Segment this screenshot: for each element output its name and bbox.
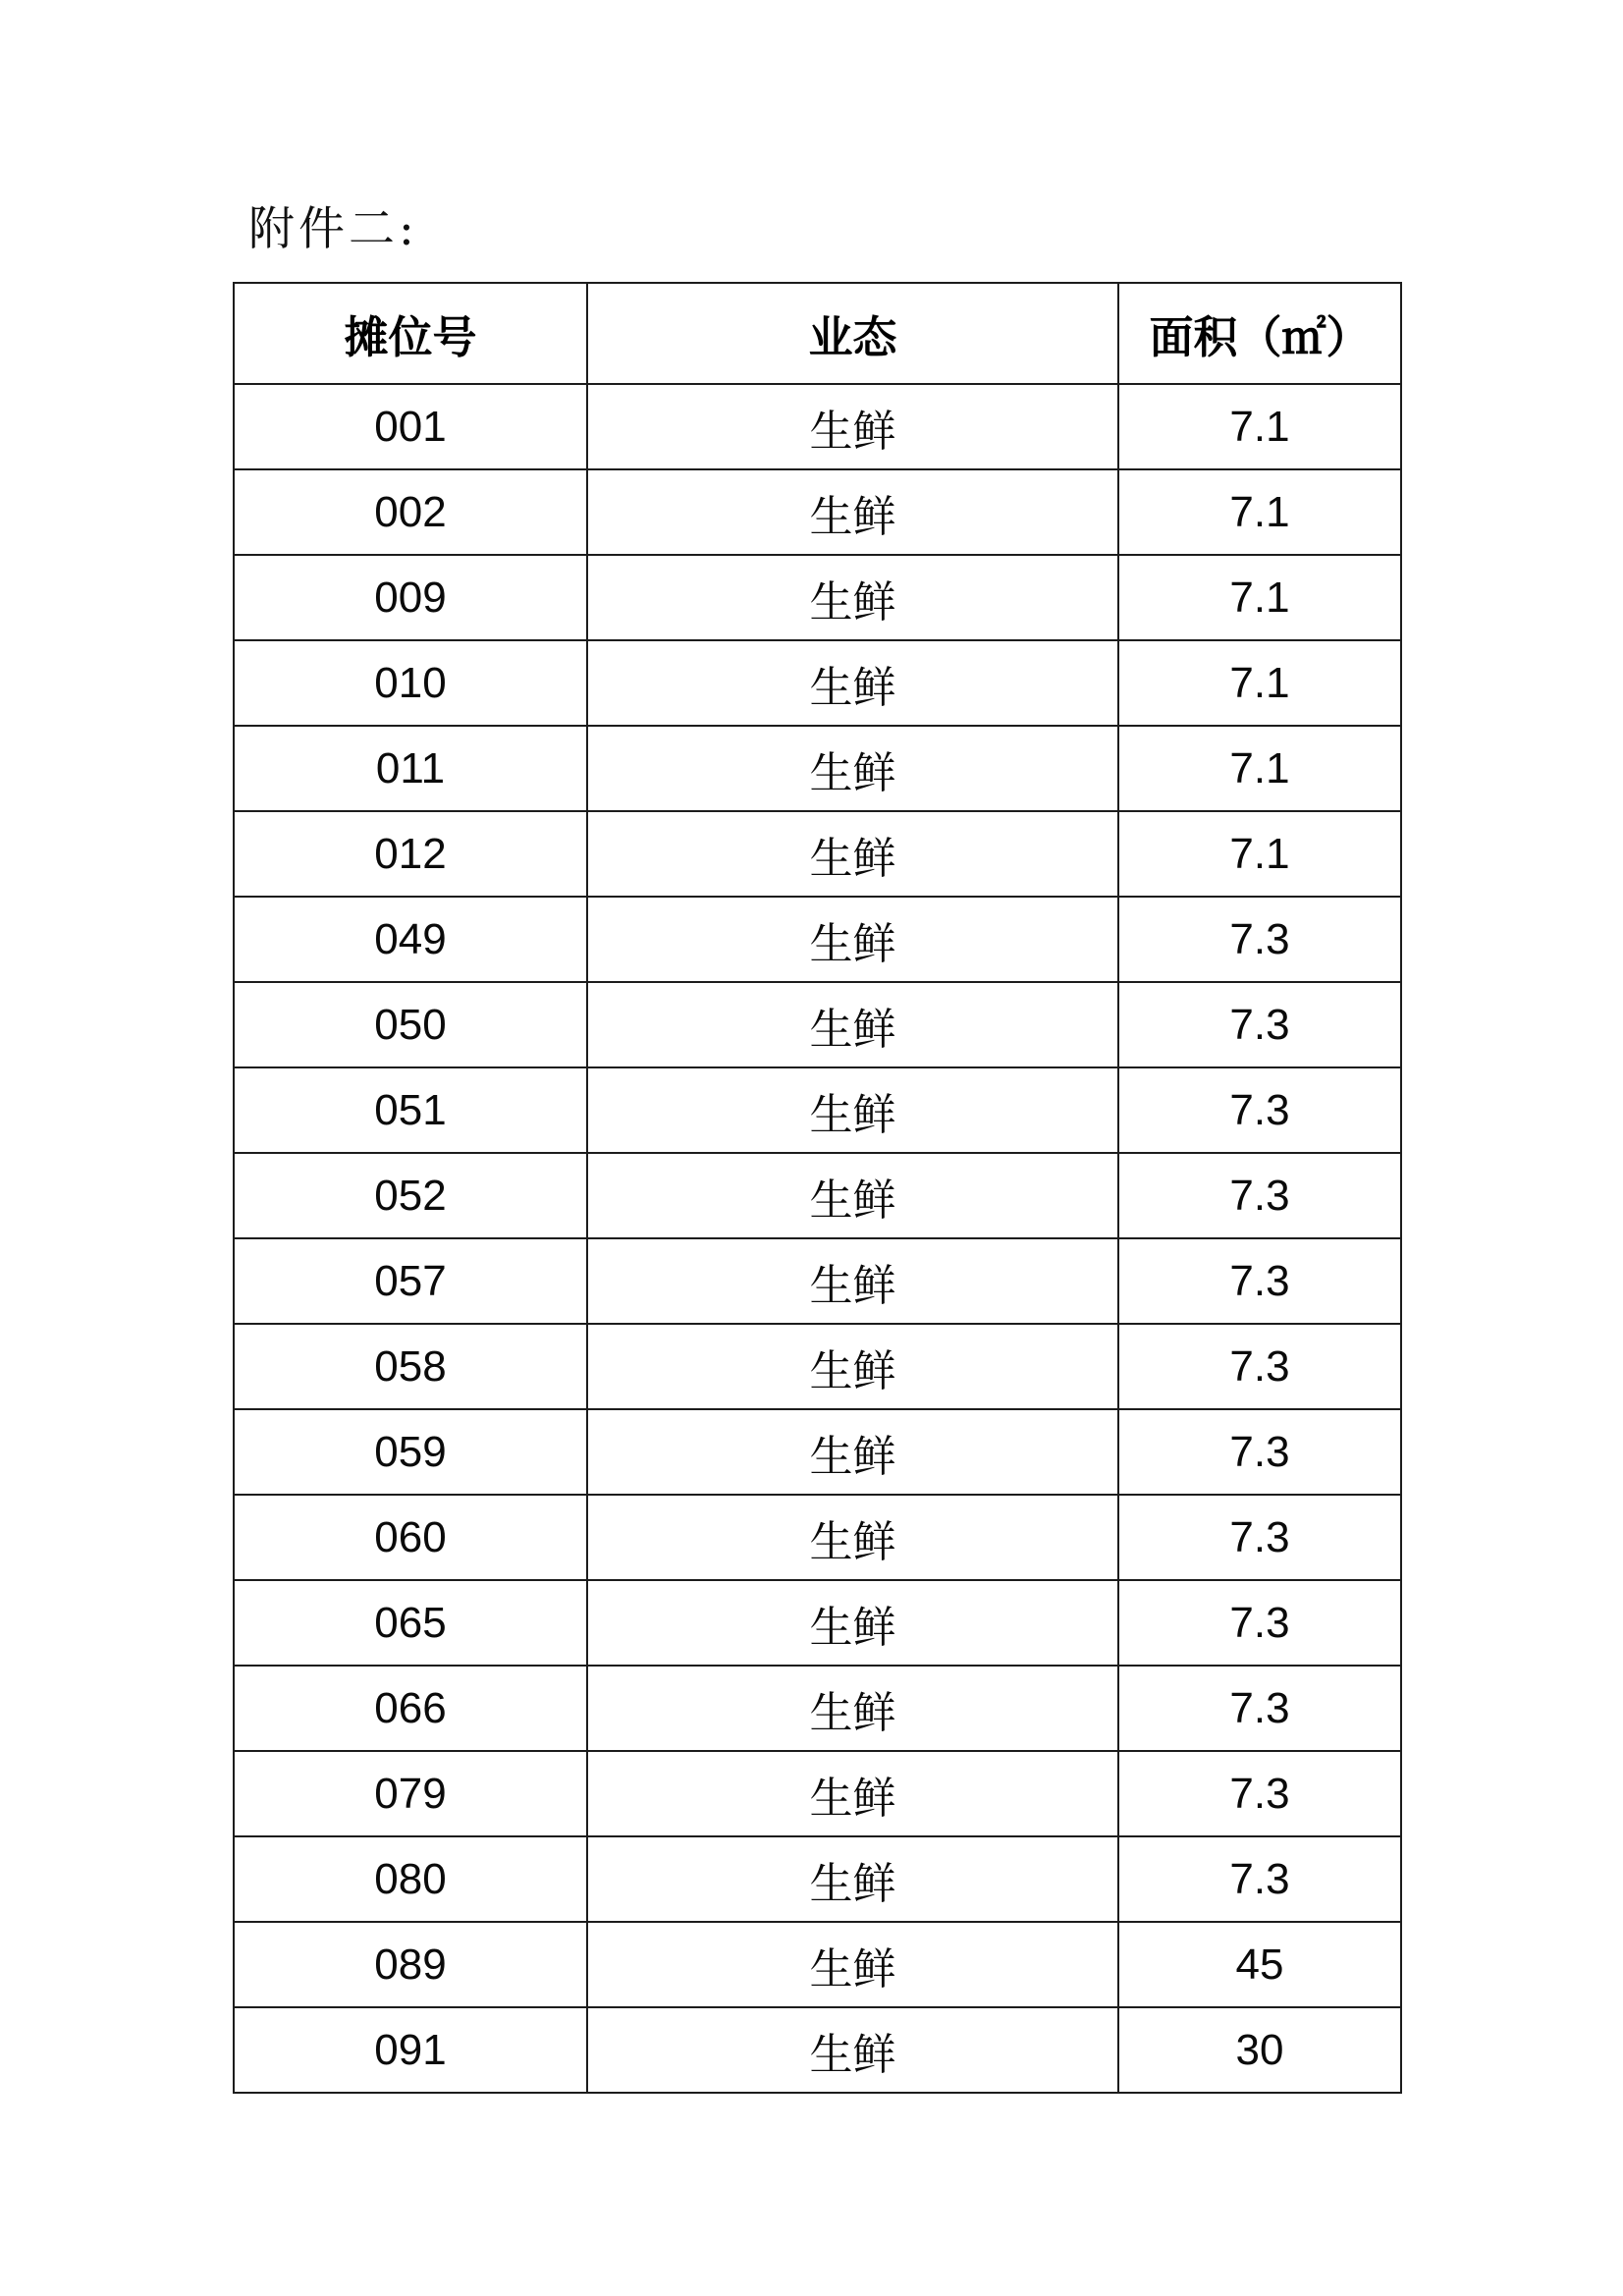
table-row: [234, 1067, 1401, 1153]
table-row: [234, 640, 1401, 726]
header-business-type: 业态: [587, 283, 1118, 384]
table-row: [234, 1836, 1401, 1922]
table-row: [234, 1922, 1401, 2007]
table-row: [234, 1666, 1401, 1751]
cell-business-type: 生鲜: [587, 1153, 1118, 1238]
cell-area: 7.3: [1118, 1495, 1401, 1580]
table-row: [234, 1153, 1401, 1238]
cell-area: 7.3: [1118, 1836, 1401, 1922]
cell-stall-number: 009: [234, 555, 587, 640]
cell-stall-number: 052: [234, 1153, 587, 1238]
cell-business-type: 生鲜: [587, 1067, 1118, 1153]
table-row: [234, 1580, 1401, 1666]
cell-area: 7.1: [1118, 469, 1401, 555]
cell-business-type: 生鲜: [587, 2007, 1118, 2093]
table-header-row: [234, 283, 1401, 384]
cell-business-type: 生鲜: [587, 897, 1118, 982]
cell-stall-number: 080: [234, 1836, 587, 1922]
cell-area: 7.3: [1118, 1751, 1401, 1836]
cell-business-type: 生鲜: [587, 1836, 1118, 1922]
cell-stall-number: 057: [234, 1238, 587, 1324]
cell-stall-number: 051: [234, 1067, 587, 1153]
cell-area: 7.1: [1118, 384, 1401, 469]
table-row: [234, 726, 1401, 811]
table-row: [234, 2007, 1401, 2093]
cell-area: 7.3: [1118, 1666, 1401, 1751]
cell-business-type: 生鲜: [587, 555, 1118, 640]
cell-business-type: 生鲜: [587, 1751, 1118, 1836]
cell-stall-number: 065: [234, 1580, 587, 1666]
table-row: [234, 1324, 1401, 1409]
cell-stall-number: 049: [234, 897, 587, 982]
cell-business-type: 生鲜: [587, 384, 1118, 469]
table-row: [234, 1751, 1401, 1836]
cell-stall-number: 001: [234, 384, 587, 469]
cell-stall-number: 050: [234, 982, 587, 1067]
cell-area: 7.1: [1118, 811, 1401, 897]
cell-business-type: 生鲜: [587, 1922, 1118, 2007]
cell-area: 7.3: [1118, 1324, 1401, 1409]
table-row: [234, 1495, 1401, 1580]
table-row: [234, 469, 1401, 555]
cell-stall-number: 066: [234, 1666, 587, 1751]
cell-business-type: 生鲜: [587, 811, 1118, 897]
table-row: [234, 982, 1401, 1067]
cell-business-type: 生鲜: [587, 1324, 1118, 1409]
cell-area: 7.3: [1118, 1580, 1401, 1666]
cell-area: 7.1: [1118, 555, 1401, 640]
cell-business-type: 生鲜: [587, 1495, 1118, 1580]
header-area: 面积（㎡）: [1118, 283, 1401, 384]
cell-business-type: 生鲜: [587, 469, 1118, 555]
cell-area: 7.3: [1118, 1238, 1401, 1324]
cell-stall-number: 089: [234, 1922, 587, 2007]
cell-area: 7.3: [1118, 1153, 1401, 1238]
cell-stall-number: 060: [234, 1495, 587, 1580]
cell-stall-number: 079: [234, 1751, 587, 1836]
cell-stall-number: 010: [234, 640, 587, 726]
table-row: [234, 1409, 1401, 1495]
cell-stall-number: 012: [234, 811, 587, 897]
table-row: [234, 897, 1401, 982]
cell-stall-number: 058: [234, 1324, 587, 1409]
cell-area: 30: [1118, 2007, 1401, 2093]
cell-business-type: 生鲜: [587, 1409, 1118, 1495]
header-stall-number: 摊位号: [234, 283, 587, 384]
cell-business-type: 生鲜: [587, 982, 1118, 1067]
cell-business-type: 生鲜: [587, 1238, 1118, 1324]
cell-area: 7.1: [1118, 726, 1401, 811]
table-row: [234, 811, 1401, 897]
stall-table: [233, 282, 1402, 2094]
cell-business-type: 生鲜: [587, 640, 1118, 726]
cell-area: 7.3: [1118, 1067, 1401, 1153]
attachment-label: 附件二:: [248, 202, 418, 256]
cell-business-type: 生鲜: [587, 1580, 1118, 1666]
cell-stall-number: 059: [234, 1409, 587, 1495]
table-row: [234, 1238, 1401, 1324]
table-body: [234, 384, 1401, 2093]
table-row: [234, 384, 1401, 469]
table-row: [234, 555, 1401, 640]
cell-area: 7.3: [1118, 982, 1401, 1067]
cell-business-type: 生鲜: [587, 1666, 1118, 1751]
cell-stall-number: 011: [234, 726, 587, 811]
cell-stall-number: 002: [234, 469, 587, 555]
cell-area: 45: [1118, 1922, 1401, 2007]
cell-business-type: 生鲜: [587, 726, 1118, 811]
cell-area: 7.3: [1118, 1409, 1401, 1495]
cell-area: 7.1: [1118, 640, 1401, 726]
cell-stall-number: 091: [234, 2007, 587, 2093]
cell-area: 7.3: [1118, 897, 1401, 982]
